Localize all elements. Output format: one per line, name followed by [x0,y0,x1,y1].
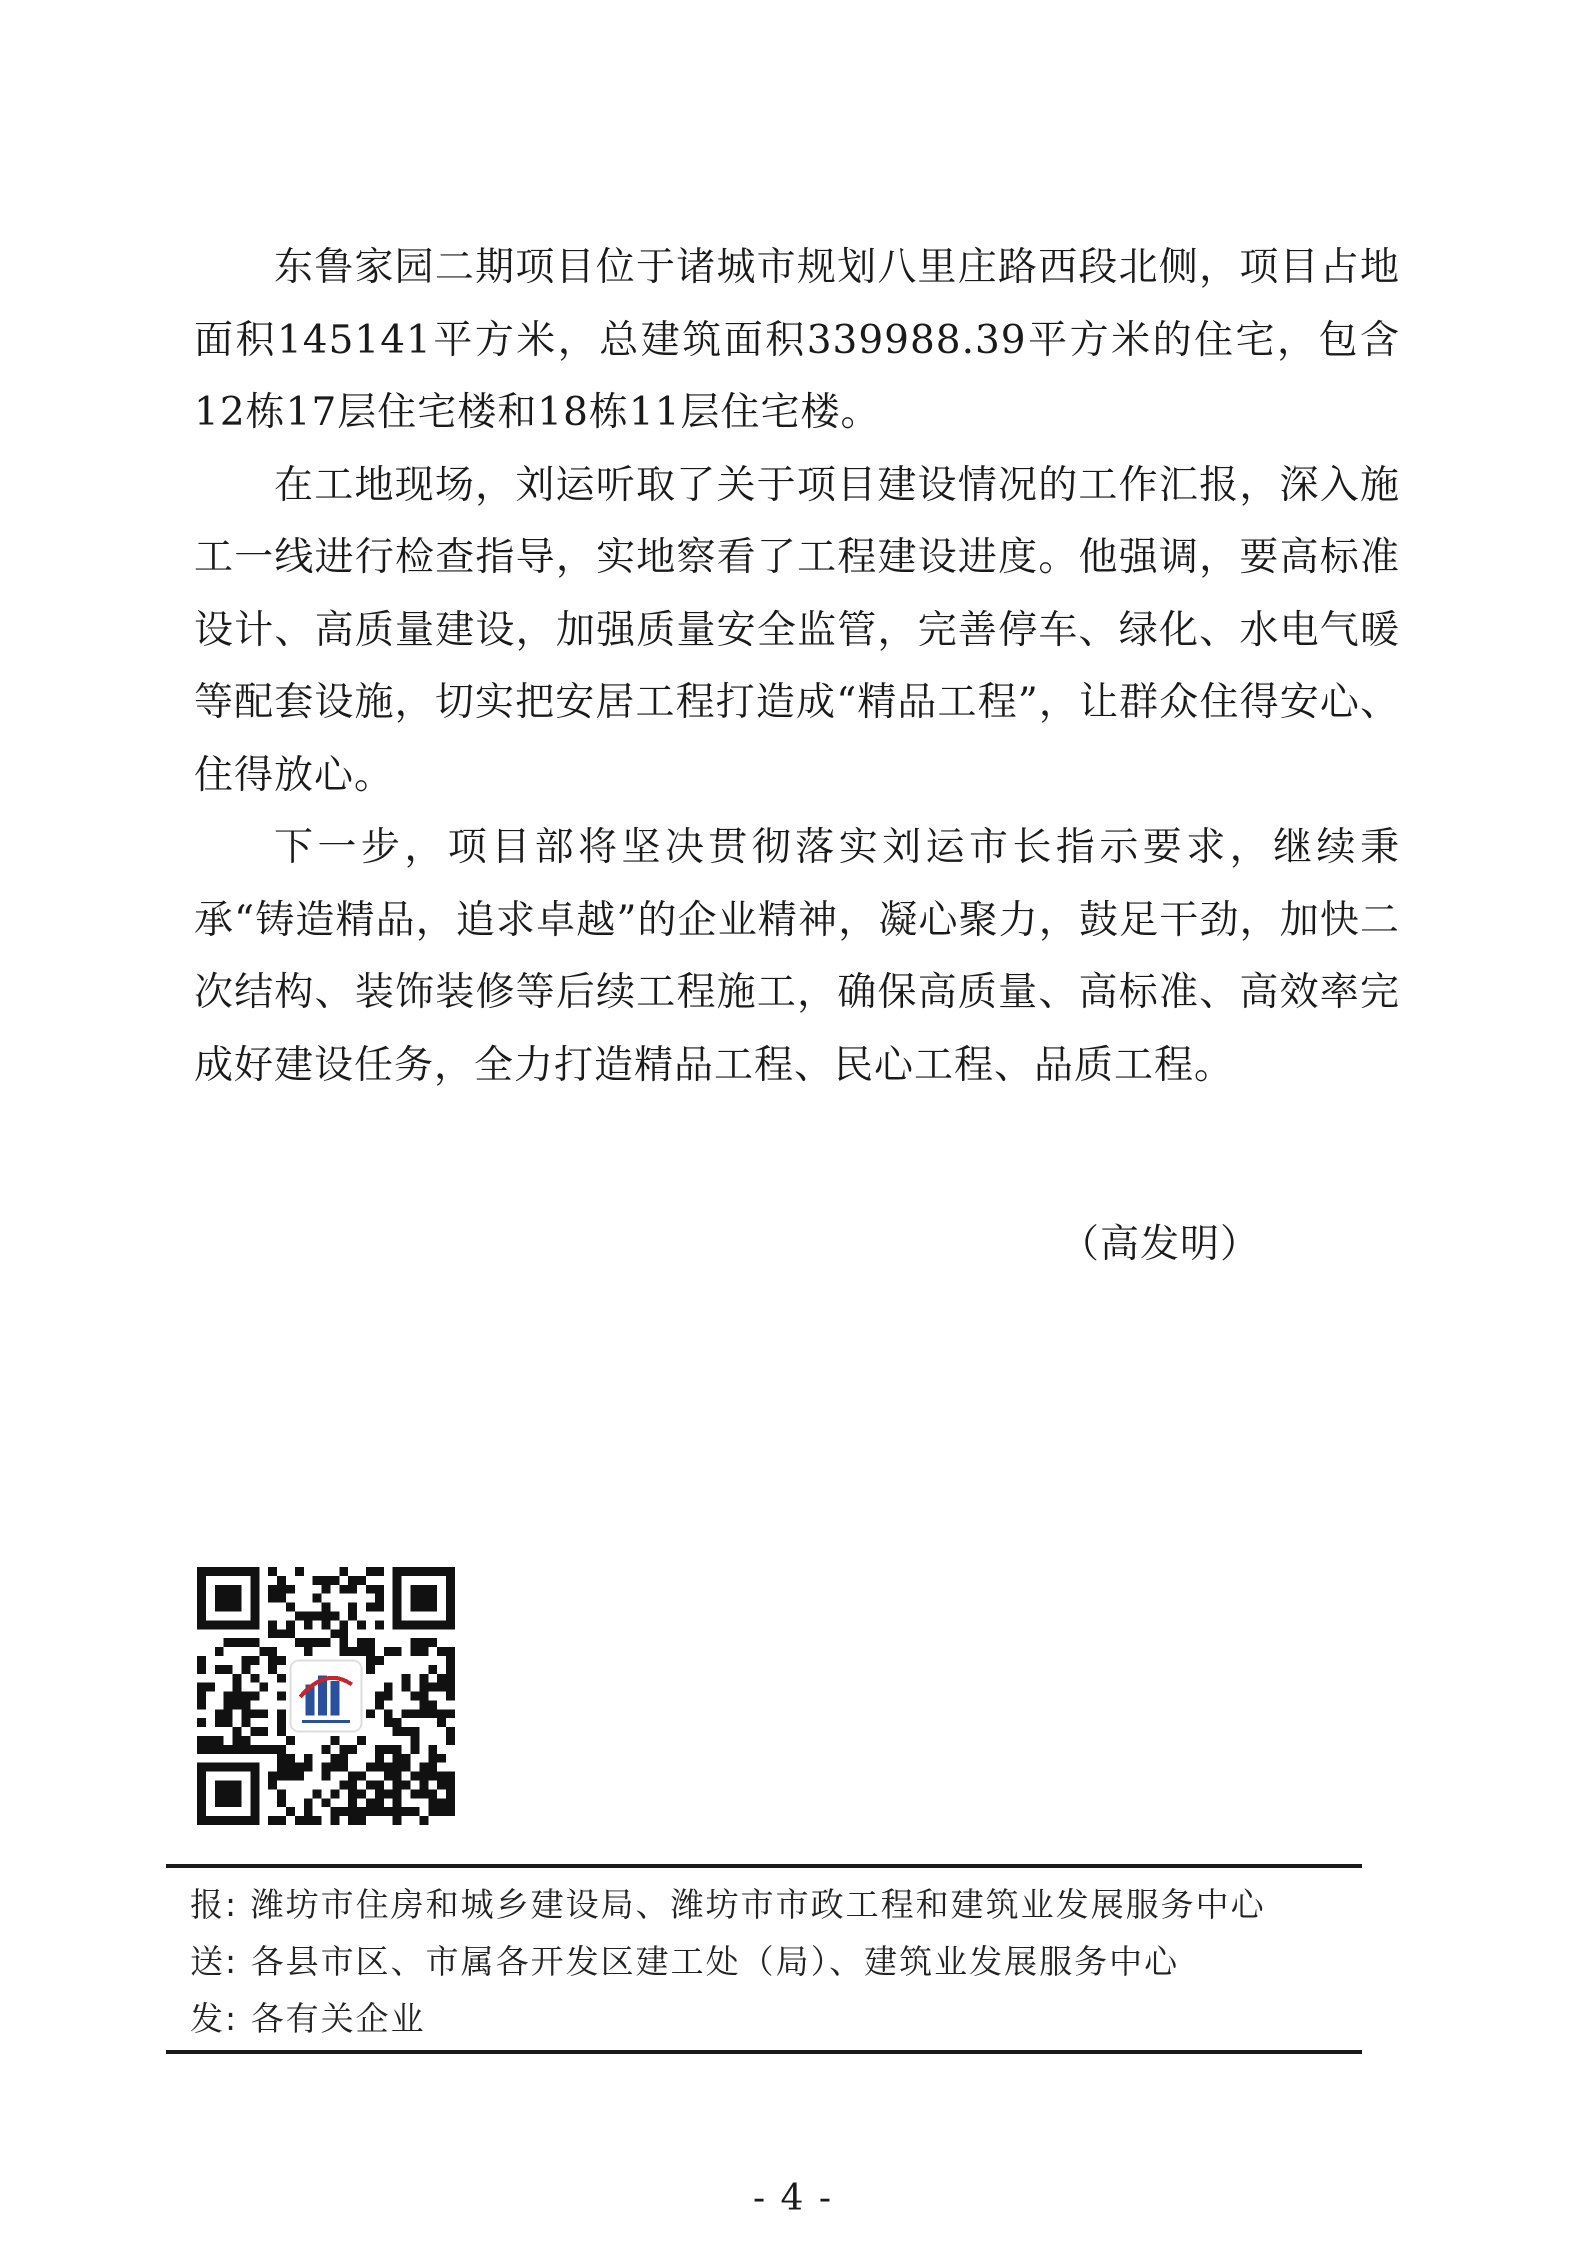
article-body [194,232,1400,1102]
paragraph-next-steps: 下一步，项目部将坚决贯彻落实刘运市长指示要求，继续秉承“铸造精品，追求卓越”的企业精神，凝心聚力，鼓足干劲，加快二次结构、装饰装修等后续工程施工，确保高质量、高标准、高效率完成好建设任务，全力打造精品工程、民心工程、品质工程。 [194,825,1400,1088]
issue-label: 发: [190,1999,239,2038]
qr-code-icon [197,1567,455,1825]
author-signature: （高发明） [1060,1222,1261,1267]
page-number: - 4 - [752,2178,834,2219]
issue-recipients: 各有关企业 [250,1999,426,2038]
issue-row [190,1990,1266,2047]
building-logo-icon [290,1660,361,1731]
send-recipients: 各县市区、市属各开发区建工处（局）、建筑业发展服务中心 [250,1942,1180,1981]
send-label: 送: [190,1942,239,1981]
report-label: 报: [190,1885,239,1924]
send-row [190,1933,1266,1990]
distribution-bottom-rule [166,2050,1362,2054]
report-row [190,1876,1266,1933]
distribution-top-rule [166,1864,1362,1868]
paragraph-project-overview: 东鲁家园二期项目位于诸城市规划八里庄路西段北侧，项目占地面积145141平方米，总建筑面积339988.39平方米的住宅，包含12栋17层住宅楼和18栋11层住宅楼。 [194,245,1400,435]
paragraph-site-inspection: 在工地现场，刘运听取了关于项目建设情况的工作汇报，深入施工一线进行检查指导，实地察看了工程建设进度。他强调，要高标准设计、高质量建设，加强质量安全监管，完善停车、绿化、水电气暖等配套设施，切实把安居工程打造成“精品工程”，让群众住得安心、住得放心。 [194,462,1400,798]
distribution-list [190,1876,1266,2047]
report-recipients: 潍坊市住房和城乡建设局、潍坊市市政工程和建筑业发展服务中心 [250,1885,1266,1924]
